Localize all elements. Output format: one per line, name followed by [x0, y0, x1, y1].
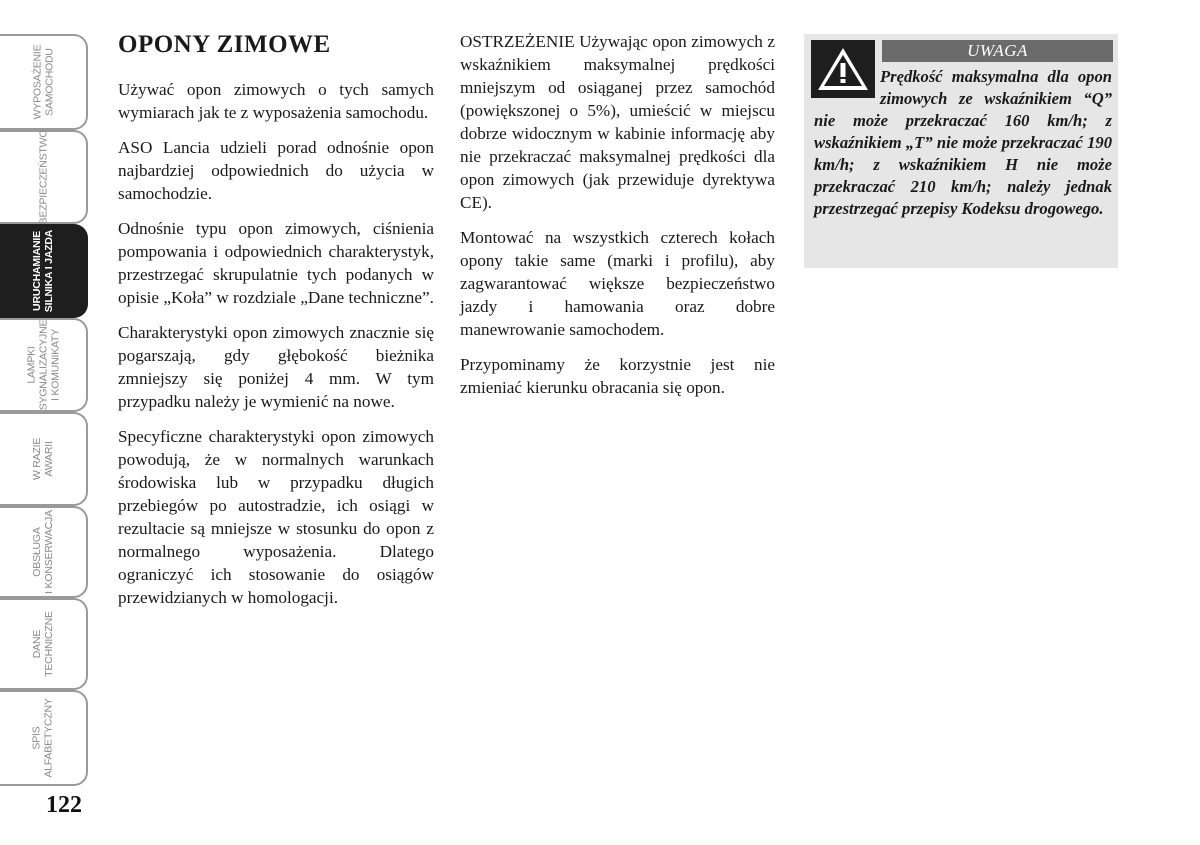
- tab-label: WYPOSAŻENIE SAMOCHODU: [31, 44, 55, 120]
- page-title: OPONY ZIMOWE: [118, 31, 331, 58]
- tab-label: SPIS ALFABETYCZNY: [30, 698, 55, 778]
- note-text: Prędkość maksymalna dla opon zimowych ze wskaźnikiem “Q” nie może przekraczać 160 km/h; z wskaźnikiem „T” nie może przekraczać 190 km/h; z wskaźnikiem H nie może przekraczać 210 km/h; należy jednak przestrzegać przepisy Kodeksu drogowego.: [814, 67, 1112, 218]
- tab-lampki[interactable]: [0, 318, 88, 412]
- tab-label: OBSŁUGA I KONSERWACJA: [31, 510, 55, 594]
- note-box: [804, 34, 1118, 268]
- column-left: [118, 30, 434, 621]
- tab-label: W RAZIE AWARII: [30, 437, 55, 481]
- warning-text: Używając opon zimowych z wskaźnikiem maksymalnej prędkości mniejszym od osiąganej przez samochód (powiększonej o 5%), umieścić w miejscu dobrze widocznym w kabinie informację aby nie przekraczać maksymalnej prędkości dla opon zimowych (jak przewiduje dyrektywa CE).: [460, 32, 775, 212]
- paragraph: Przypominamy że korzystnie jest nie zmieniać kierunku obracania się opon.: [460, 355, 775, 397]
- paragraph: Odnośnie typu opon zimowych, ciśnienia pompowania i odpowiednich charakterystyk, przestrzegać skrupulatnie tych podanych w opisie „Koła” w rozdziale „Dane techniczne”.: [118, 219, 434, 307]
- warning-label: OSTRZEŻENIE: [460, 32, 575, 51]
- tab-label: URUCHAMIANIE SILNIKA I JAZDA: [31, 229, 55, 313]
- tab-spis-alfabetyczny[interactable]: [0, 690, 88, 786]
- tab-dane-techniczne[interactable]: [0, 598, 88, 690]
- paragraph: Montować na wszystkich czterech kołach opony takie same (marki i profilu), aby zagwarantować większe bezpieczeństwo jazdy i hamowania oraz dobre manewrowanie samochodem.: [460, 228, 775, 339]
- page-number: 122: [46, 792, 82, 818]
- tab-uruchamianie[interactable]: [0, 224, 88, 318]
- column-middle: [460, 30, 775, 411]
- tab-w-razie-awarii[interactable]: [0, 412, 88, 506]
- paragraph: Specyficzne charakterystyki opon zimowych powodują, że w normalnych warunkach środowiska lub w przypadku długich przebiegów po autostradzie, ich osiągi w rezultacie są mniejsze w stosunku do opon z normalnego wyposażenia. Dlatego ograniczyć ich stosowanie do osiągów przewidzianych w homologacji.: [118, 427, 434, 607]
- paragraph: ASO Lancia udzieli porad odnośnie opon najbardziej odpowiednich do użycia w samochodzie.: [118, 138, 434, 203]
- paragraph: Używać opon zimowych o tych samych wymiarach jak te z wyposażenia samochodu.: [118, 80, 434, 122]
- tab-label: BEZPIECZEŃSTWO: [37, 129, 49, 225]
- paragraph: Charakterystyki opon zimowych znacznie się pogarszają, gdy głębokość bieżnika zmniejszy się poniżej 4 mm. W tym przypadku należy je wymienić na nowe.: [118, 323, 434, 411]
- tab-bezpieczenstwo[interactable]: [0, 130, 88, 224]
- warning-paragraph: [460, 30, 775, 214]
- tab-obsluga[interactable]: [0, 506, 88, 598]
- tab-label: DANE TECHNICZNE: [30, 611, 55, 677]
- tab-label: LAMPKI SYGNALIZACYJNE I KOMUNIKATY: [25, 319, 61, 411]
- tab-wyposazenie[interactable]: [0, 34, 88, 130]
- note-header: UWAGA: [882, 40, 1113, 62]
